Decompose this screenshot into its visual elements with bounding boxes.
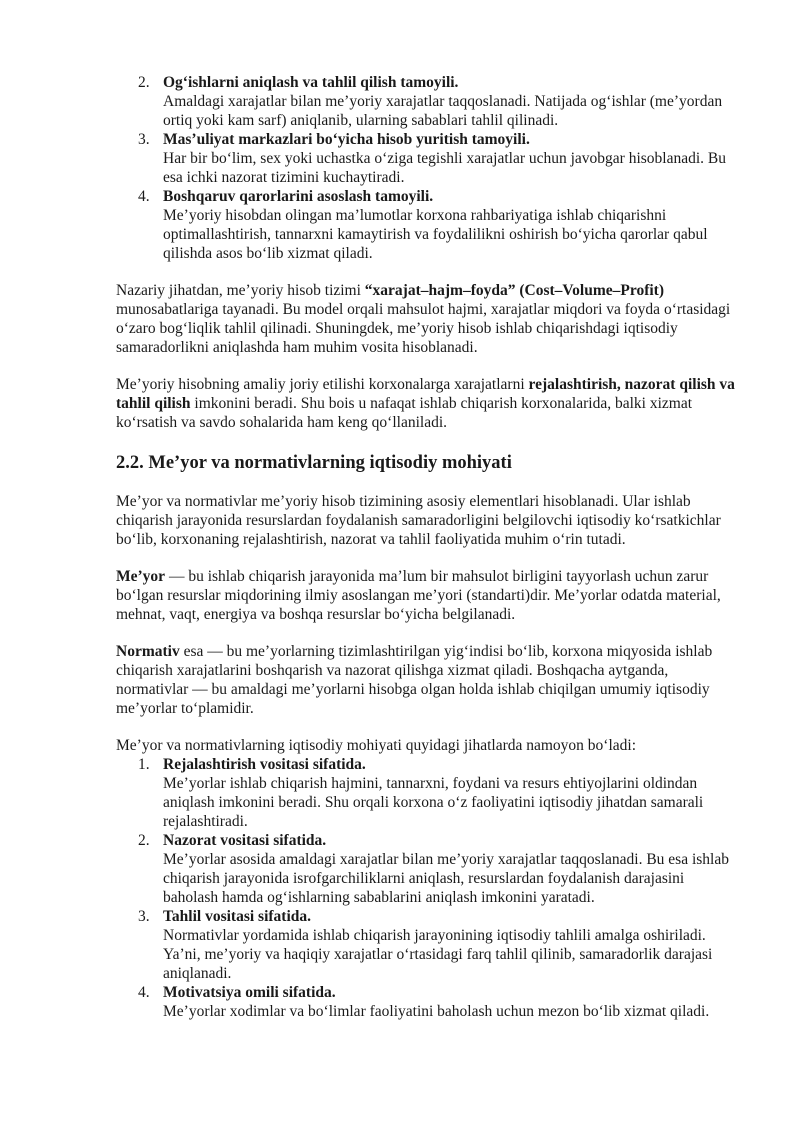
document-page — [116, 73, 742, 1021]
list-item-body: Me’yoriy hisobdan olingan ma’lumotlar korxona rahbariyatiga ishlab chiqarishni optimallashtirish, tannarxni kamaytirish va foydalilikni oshirish bo‘yicha qarorlar qabul qilishda asos bo‘lib xizmat qiladi. — [163, 207, 708, 262]
list-item-body: Me’yorlar asosida amaldagi xarajatlar bilan me’yoriy xarajatlar taqqoslanadi. Bu esa ishlab chiqarish jarayonida isrofgarchiliklarni aniqlash, resurslardan foydalanish darajasini baholash hamda og‘ishlarning sabablarini aniqlash imkonini yaratadi. — [163, 851, 729, 906]
paragraph-text: imkonini beradi. Shu bois u nafaqat ishlab chiqarish korxonalarida, balki xizmat ko‘rsatish va savdo sohalarida ham keng qo‘llaniladi. — [116, 395, 693, 431]
list-item-title: Tahlil vositasi sifatida. — [163, 908, 312, 925]
list-item-number: 4. — [138, 188, 150, 205]
list-item-title: Mas’uliyat markazlari bo‘yicha hisob yuritish tamoyili. — [163, 131, 530, 148]
list-item — [116, 755, 742, 831]
list-item-number: 2. — [138, 832, 150, 849]
list-item-title: Motivatsiya omili sifatida. — [163, 984, 336, 1001]
list-item-body: Me’yorlar xodimlar va bo‘limlar faoliyatini baholash uchun mezon bo‘lib xizmat qiladi. — [163, 1003, 710, 1020]
list-item-title: Boshqaruv qarorlarini asoslash tamoyili. — [163, 188, 434, 205]
list-item-number: 3. — [138, 131, 150, 148]
term-bold: Normativ — [116, 643, 180, 660]
list-item-number: 2. — [138, 74, 150, 91]
section-heading: 2.2. Me’yor va normativlarning iqtisodiy mohiyati — [116, 453, 512, 473]
list-item-number: 1. — [138, 756, 150, 773]
paragraph-application — [116, 375, 742, 432]
paragraph-list-lead: Me’yor va normativlarning iqtisodiy mohiyati quyidagi jihatlarda namoyon bo‘ladi: — [116, 737, 637, 754]
list-item-body: Normativlar yordamida ishlab chiqarish jarayonining iqtisodiy tahlili amalga oshiriladi. Ya’ni, me’yoriy va haqiqiy xarajatlar o‘rtasidagi farq tahlil qilinib, samaradorlik darajasi aniqlanadi. — [163, 927, 713, 982]
list-item — [116, 73, 742, 130]
paragraph-text: Me’yoriy hisobning amaliy joriy etilishi korxonalarga xarajatlarni — [116, 376, 529, 393]
paragraph-text: munosabatlariga tayanadi. Bu model orqali mahsulot hajmi, xarajatlar miqdori va foyda o‘rtasidagi o‘zaro bog‘liqlik tahlil qilinadi. Shuningdek, me’yoriy hisob ishlab chiqarishdagi iqtisodiy samaradorlikni aniqlashda ham muhim vosita hisoblanadi. — [116, 301, 731, 356]
paragraph-text: esa — bu me’yorlarning tizimlashtirilgan yig‘indisi bo‘lib, korxona miqyosida ishlab chiqarish xarajatlarini boshqarish va nazorat qilishga xizmat qiladi. Boshqacha aytganda, normativlar — bu amaldagi me’yorlarni hisobga olgan holda ishlab chiqilgan umumiy iqtisodiy me’yorlar to‘plamidir. — [116, 643, 713, 717]
list-item-number: 3. — [138, 908, 150, 925]
paragraph-intro: Me’yor va normativlar me’yoriy hisob tizimining asosiy elementlari hisoblanadi. Ular ishlab chiqarish jarayonida resurslardan foydalanish samaradorligini belgilovchi iqtisodiy ko‘rsatkichlar bo‘lib, korxonaning rejalashtirish, nazorat va tahlil faoliyatida muhim o‘rin tutadi. — [116, 493, 721, 548]
list-item-number: 4. — [138, 984, 150, 1001]
list-item-body: Har bir bo‘lim, sex yoki uchastka o‘ziga tegishli xarajatlar uchun javobgar hisoblanadi. Bu esa ichki nazorat tizimini kuchaytiradi. — [163, 150, 727, 186]
paragraph-text: Nazariy jihatdan, me’yoriy hisob tizimi — [116, 282, 365, 299]
list-item — [116, 130, 742, 187]
list-item — [116, 831, 742, 907]
list-item-body: Me’yorlar ishlab chiqarish hajmini, tannarxni, foydani va resurs ehtiyojlarini oldindan aniqlash imkonini beradi. Shu orqali korxona o‘z faoliyatini iqtisodiy jihatdan samarali rejalashtiradi. — [163, 775, 704, 830]
paragraph-normativ-definition — [116, 642, 742, 718]
paragraph-text: — bu ishlab chiqarish jarayonida ma’lum bir mahsulot birligini tayyorlash uchun zarur bo‘lgan resurslar miqdorining ilmiy asoslangan me’yori (standarti)dir. Me’yorlar odatda material, mehnat, vaqt, energiya va boshqa resurslar bo‘yicha belgilanadi. — [116, 568, 721, 623]
list-item-title: Nazorat vositasi sifatida. — [163, 832, 327, 849]
paragraph-cvp — [116, 281, 742, 357]
paragraph-bold-text: rejalashtirish, nazorat qilish va tahlil qilish — [116, 376, 735, 412]
paragraph-meyor-definition — [116, 567, 742, 624]
principles-list — [116, 73, 742, 263]
paragraph-bold-text: “xarajat–hajm–foyda” (Cost–Volume–Profit) — [364, 282, 664, 299]
list-item-title: Rejalashtirish vositasi sifatida. — [163, 756, 366, 773]
list-item — [116, 187, 742, 263]
list-item — [116, 983, 742, 1021]
list-item-body: Amaldagi xarajatlar bilan me’yoriy xarajatlar taqqoslanadi. Natijada og‘ishlar (me’yordan ortiq yoki kam sarf) aniqlanib, ularning sabablari tahlil qilinadi. — [163, 93, 723, 129]
essence-list — [116, 755, 742, 1021]
list-item-title: Og‘ishlarni aniqlash va tahlil qilish tamoyili. — [163, 74, 459, 91]
list-item — [116, 907, 742, 983]
term-bold: Me’yor — [116, 568, 166, 585]
